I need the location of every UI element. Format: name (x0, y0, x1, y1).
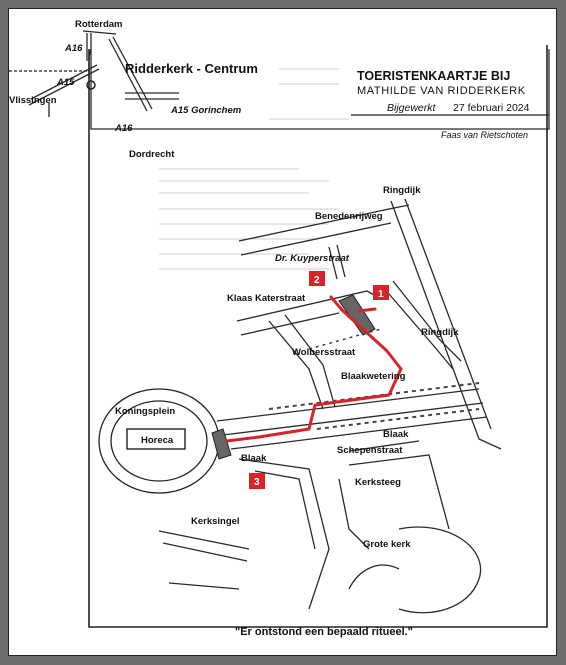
label-horeca: Horeca (141, 435, 174, 446)
label-ringdijk-east: Ringdijk (421, 327, 459, 338)
start-building (212, 429, 231, 459)
label-schepenstraat: Schepenstraat (337, 445, 403, 456)
overview-label-a16-north: A16 (65, 43, 83, 54)
header-title: TOERISTENKAARTJE BIJ (357, 69, 511, 83)
svg-text:1: 1 (378, 289, 384, 300)
map-caption: "Er ontstond een bepaald ritueel." (235, 626, 413, 638)
marker-2 (309, 271, 325, 286)
svg-text:2: 2 (314, 275, 320, 286)
label-koningsplein: Koningsplein (115, 406, 176, 417)
label-blaakwetering: Blaakwetering (341, 371, 406, 382)
marker-3 (249, 473, 265, 489)
label-ringdijk-north: Ringdijk (383, 185, 421, 196)
overview-label-dordrecht: Dordrecht (129, 149, 175, 160)
label-benedenrijweg: Benedenrijweg (315, 211, 383, 222)
header-author: Faas van Rietschoten (441, 130, 529, 140)
overview-label-rotterdam: Rotterdam (75, 19, 123, 30)
label-grote-kerk: Grote kerk (363, 539, 411, 550)
label-dr-kuyperstraat: Dr. Kuyperstraat (275, 253, 349, 264)
overview-label-a16-south: A16 (115, 123, 133, 134)
svg-text:3: 3 (254, 477, 260, 488)
label-blaak-east: Blaak (383, 429, 409, 440)
marker-1 (373, 285, 389, 300)
background-scan-texture (159, 69, 349, 269)
overview-label-vlissingen: Vlissingen (9, 95, 57, 106)
label-klaas-katerstraat: Klaas Katerstraat (227, 293, 306, 304)
header-updated-date: 27 februari 2024 (453, 102, 530, 114)
map-sheet (8, 8, 557, 656)
overview-label-a15-west: A15 (57, 77, 75, 88)
header-updated-label: Bijgewerkt (387, 102, 436, 114)
label-kerksingel: Kerksingel (191, 516, 240, 527)
overview-label-a15-gorinchem: A15 Gorinchem (171, 105, 242, 116)
header-subtitle: MATHILDE VAN RIDDERKERK (357, 85, 526, 97)
map-title: Ridderkerk - Centrum (125, 61, 258, 76)
street-map (9, 9, 556, 655)
destination-building (339, 295, 375, 335)
label-kerksteeg: Kerksteeg (355, 477, 401, 488)
label-blaak-west: Blaak (241, 453, 267, 464)
label-wolbersstraat: Wolbersstraat (292, 347, 356, 358)
